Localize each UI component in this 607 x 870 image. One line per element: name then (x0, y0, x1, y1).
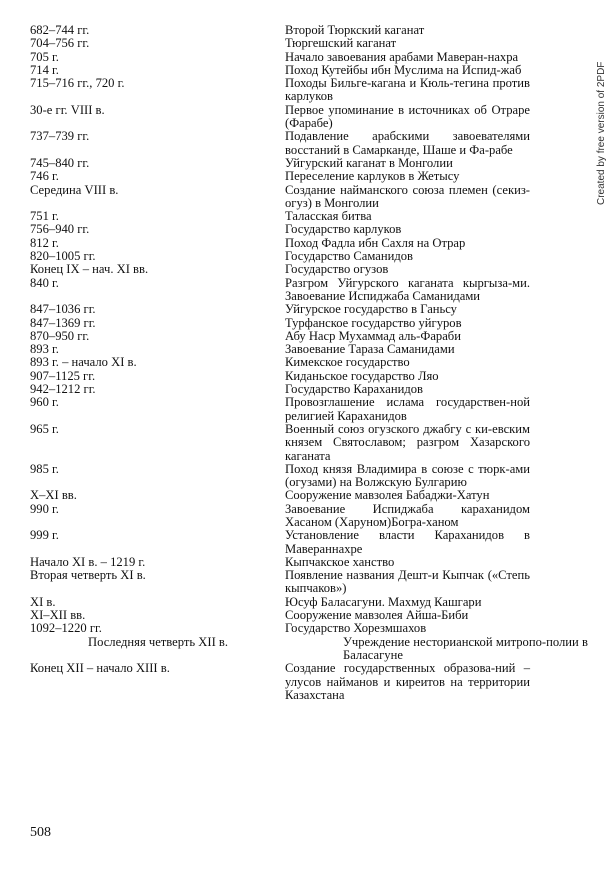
timeline-event: Государство Саманидов (285, 249, 413, 264)
timeline-row (30, 489, 530, 502)
timeline-row (30, 277, 530, 304)
timeline-event: Военный союз огузского джабгу с ки-евским князем Святославом; разгром Хазарского каганата (285, 421, 530, 463)
timeline-row (30, 622, 530, 635)
timeline-row (30, 157, 530, 170)
timeline-row (30, 37, 530, 50)
timeline-date: 751 г. (30, 209, 59, 224)
timeline-date: 682–744 гг. (30, 23, 90, 37)
timeline-date: 1092–1220 гг. (30, 621, 102, 636)
timeline-row (30, 317, 530, 330)
timeline-event: Создание найманского союза племен (секиз-огуз) в Монголии (285, 182, 530, 210)
timeline-row (30, 24, 530, 37)
timeline-date: 847–1369 гг. (30, 315, 96, 330)
timeline-row (30, 609, 530, 622)
timeline-event: Сооружение мавзолея Айша-Биби (285, 608, 469, 623)
timeline-event: Государство Хорезмшахов (285, 621, 427, 636)
timeline-date: 870–950 гг. (30, 328, 90, 343)
timeline-date: 999 г. (30, 528, 59, 543)
timeline-date: 737–739 гг. (30, 129, 90, 144)
timeline-row (30, 130, 530, 157)
timeline-event: Подавление арабскими завоевателями восстаний в Самарканде, Шаше и Фа-рабе (285, 129, 530, 157)
timeline-date: Конец IX – нач. XI вв. (30, 262, 149, 277)
timeline-event: Установление власти Караханидов в Мавераннахре (285, 528, 530, 556)
timeline-row (30, 184, 530, 211)
timeline-row (30, 330, 530, 343)
timeline-date: Середина VIII в. (30, 182, 119, 197)
timeline-row (30, 423, 530, 463)
timeline-date: X–XI вв. (30, 488, 77, 503)
timeline-event: Государство карлуков (285, 222, 402, 237)
timeline-date: 990 г. (30, 501, 59, 516)
timeline-date: 907–1125 гг. (30, 368, 96, 383)
timeline-row (30, 170, 530, 183)
timeline-date: 942–1212 гг. (30, 382, 96, 397)
timeline-event: Переселение карлуков в Жетысу (285, 169, 460, 184)
timeline-event: Таласская битва (285, 209, 372, 224)
timeline-row (30, 383, 530, 396)
timeline-row (30, 237, 530, 250)
page-number: 508 (30, 825, 51, 840)
timeline-row (30, 343, 530, 356)
timeline-date: 704–756 гг. (30, 36, 90, 51)
timeline-date: 756–940 гг. (30, 222, 90, 237)
timeline-row (30, 210, 530, 223)
timeline-row (30, 250, 530, 263)
timeline-event: Уйгурский каганат в Монголии (285, 155, 453, 170)
timeline-event: Провозглашение ислама государствен-ной религией Караханидов (285, 395, 530, 423)
timeline-date: Конец XII – начало XIII в. (30, 661, 170, 676)
timeline-date: 820–1005 гг. (30, 249, 96, 264)
timeline-date: 812 г. (30, 235, 59, 250)
timeline-date: 847–1036 гг. (30, 302, 96, 317)
timeline-date: 746 г. (30, 169, 59, 184)
timeline-event: Учреждение несторианской митропо-полии в Баласагуне (343, 634, 588, 662)
timeline-event: Киданьское государство Ляо (285, 368, 439, 383)
timeline-date: 960 г. (30, 395, 59, 410)
timeline-date: 705 г. (30, 49, 59, 64)
timeline-event: Завоевание Тараза Саманидами (285, 342, 455, 357)
timeline-date: 840 г. (30, 275, 59, 290)
timeline-date: 965 г. (30, 421, 59, 436)
timeline-row (30, 104, 530, 131)
timeline-event: Абу Наср Мухаммад аль-Фараби (285, 328, 461, 343)
timeline-row (30, 370, 530, 383)
timeline-event: Походы Бильге-кагана и Кюль-тегина против карлуков (285, 76, 530, 104)
timeline-row (30, 64, 530, 77)
timeline-date: 714 г. (30, 62, 59, 77)
timeline-row (30, 396, 530, 423)
timeline-event: Второй Тюркский каганат (285, 23, 425, 37)
timeline-date: 893 г. – начало XI в. (30, 355, 137, 370)
timeline-event: Уйгурское государство в Ганьсу (285, 302, 457, 317)
timeline-event: Поход князя Владимира в союзе с тюрк-ами (огузами) на Волжскую Булгарию (285, 461, 530, 490)
timeline-row (30, 223, 530, 236)
timeline-date: 745–840 гг. (30, 155, 90, 170)
timeline-row (30, 569, 530, 596)
timeline-event: Турфанское государство уйгуров (285, 315, 462, 330)
timeline-row (30, 556, 530, 569)
timeline-event: Кимекское государство (285, 355, 410, 370)
timeline-event: Создание государственных образова-ний – улусов найманов и киреитов на территории Казахстана (285, 661, 530, 702)
timeline-event: Сооружение мавзолея Бабаджи-Хатун (285, 488, 490, 503)
timeline-row (30, 463, 530, 490)
timeline-row (30, 596, 530, 609)
timeline-event: Первое упоминание в источниках об Отраре (Фарабе) (285, 102, 530, 131)
timeline-row (30, 634, 588, 663)
timeline-date: 985 г. (30, 461, 59, 476)
timeline-row (30, 303, 530, 316)
timeline-date: 30-е гг. VIII в. (30, 102, 105, 117)
timeline-event: Кыпчакское ханство (285, 554, 395, 569)
timeline-date: Последняя четверть XII в. (88, 634, 229, 649)
chronology-table (30, 23, 588, 702)
timeline-date: 715–716 гг., 720 г. (30, 76, 125, 91)
timeline-date: XI–XII вв. (30, 608, 86, 623)
timeline-event: Государство Караханидов (285, 382, 423, 397)
timeline-row (30, 662, 530, 702)
timeline-event: Начало завоевания арабами Маверан-нахра (285, 49, 519, 64)
timeline-event: Поход Фадла ибн Сахля на Отрар (285, 235, 466, 250)
timeline-row (30, 529, 530, 556)
timeline-row (30, 51, 530, 64)
timeline-event: Завоевание Испиджаба караханидом Хасаном (Харуном)Богра-ханом (285, 501, 530, 529)
timeline-event: Государство огузов (285, 262, 389, 277)
timeline-row (30, 77, 530, 104)
watermark-text: Created by free version of 2PDF (596, 61, 607, 205)
timeline-row (30, 356, 530, 369)
timeline-event: Разгром Уйгурского каганата кыргыза-ми. Завоевание Испиджаба Саманидами (285, 275, 530, 303)
timeline-event: Тюргешский каганат (285, 36, 397, 51)
timeline-event: Поход Кутейбы ибн Муслима на Испид-жаб (285, 62, 522, 77)
timeline-date: Вторая четверть XI в. (30, 568, 146, 583)
timeline-row (30, 503, 530, 530)
timeline-row (30, 263, 530, 276)
timeline-event: Юсуф Баласагуни. Махмуд Кашгари (285, 594, 482, 609)
timeline-date: Начало XI в. – 1219 г. (30, 554, 146, 569)
timeline-date: 893 г. (30, 342, 59, 357)
timeline-event: Появление названия Дешт-и Кыпчак («Степь кыпчаков») (285, 568, 530, 596)
timeline-date: XI в. (30, 594, 56, 609)
